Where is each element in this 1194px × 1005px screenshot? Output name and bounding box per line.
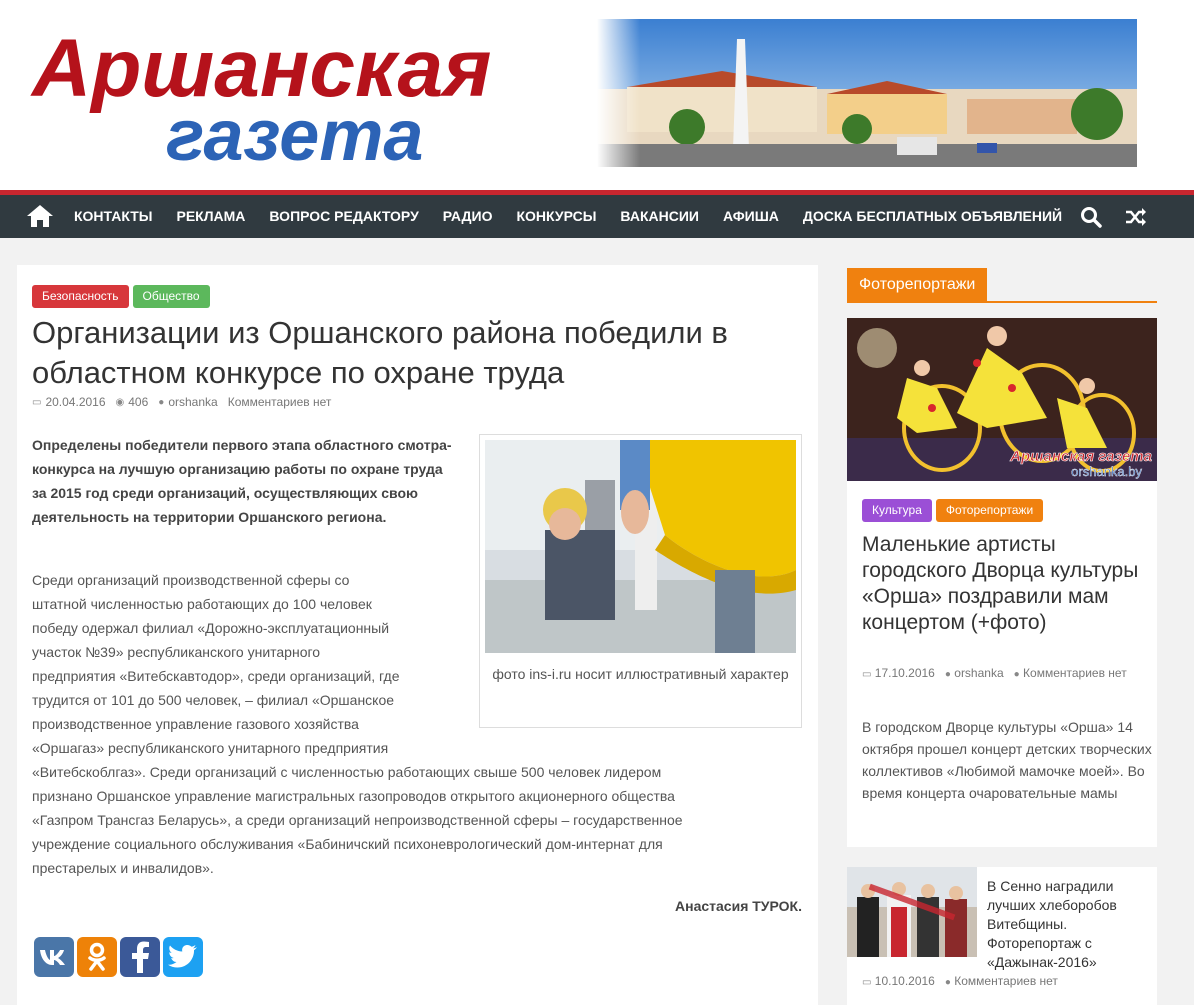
header-banner-photo <box>597 19 1137 167</box>
featured-date[interactable]: 17.10.2016 <box>874 666 935 680</box>
article-lead: Определены победители первого этапа областного смотра-конкурса на лучшую организацию работы по охране труда за 2015 год среди организаций, осуществляющих свою деятельность на территории Оршанского региона. <box>32 437 452 525</box>
sidebar-heading[interactable]: Фоторепортажи <box>847 268 987 301</box>
twitter-icon <box>168 944 198 970</box>
list-item-title[interactable]: В Сенно наградили лучших хлеборобов Витебщины. Фоторепортаж с «Дажынак-2016» <box>987 878 1117 970</box>
vk-icon <box>39 947 69 967</box>
sidebar-widget-header <box>847 268 1157 303</box>
body-line: предприятия «Витебскавтодор», среди организаций, где <box>32 668 400 684</box>
article-views <box>116 395 149 409</box>
article-views-count: 406 <box>128 395 149 409</box>
body-line: учреждение социального обслуживания «Бабиничский психоневрологический дом-интернат для <box>32 836 663 852</box>
article-date[interactable] <box>32 395 106 409</box>
article-body <box>32 568 802 880</box>
body-line: Среди организаций производственной сферы со <box>32 572 350 588</box>
site-header <box>0 0 1194 190</box>
nav-item-contests[interactable]: КОНКУРСЫ <box>516 208 597 224</box>
nav-menu <box>62 195 1074 238</box>
body-line: престарелых и инвалидов». <box>32 860 214 876</box>
body-line: «Витебскоблгаз». Среди организаций с численностью работающих свыше 500 человек лидером <box>32 764 662 780</box>
shuffle-icon[interactable] <box>1124 206 1146 228</box>
body-line: производственное управление газового хозяйства <box>32 716 359 732</box>
article-title: Организации из Оршанского района победили в областном конкурсе по охране труда <box>32 315 728 390</box>
featured-meta <box>862 662 1152 686</box>
list-item-meta <box>862 974 1058 988</box>
body-line: трудится от 101 до 500 человек, – филиал «Оршанское <box>32 692 395 708</box>
logo-text-line2: газета <box>166 96 424 174</box>
figure-caption: фото ins-i.ru носит иллюстративный характер <box>492 666 789 682</box>
body-line: участок №39» республиканского унитарного <box>32 644 321 660</box>
eye-icon: ◉ <box>115 396 125 408</box>
article-author[interactable] <box>158 395 217 409</box>
article-comments-link[interactable]: Комментариев нет <box>227 395 332 409</box>
list-item-photo[interactable] <box>847 867 977 957</box>
vk-share-button[interactable] <box>34 937 74 977</box>
article-author-name: orshanka <box>168 395 218 409</box>
nav-item-advertising[interactable]: РЕКЛАМА <box>176 208 246 224</box>
main-navigation <box>0 195 1194 238</box>
body-line: признано Оршанское управление магистральных газопроводов открытого акционерного общества <box>32 788 675 804</box>
search-icon[interactable] <box>1080 206 1102 228</box>
body-line: «Газпром Трансгаз Беларусь», а среди организаций непроизводственной сферы – государственное <box>32 812 683 828</box>
calendar-icon: ▭ <box>862 669 872 680</box>
photo-watermark-url: orshanka.by <box>1071 464 1142 479</box>
article-date-text: 20.04.2016 <box>45 395 106 409</box>
tag-security[interactable]: Безопасность <box>32 285 129 308</box>
article-tags <box>32 285 210 308</box>
share-buttons <box>34 937 203 977</box>
nav-item-free-ads[interactable]: ДОСКА БЕСПЛАТНЫХ ОБЪЯВЛЕНИЙ <box>802 208 1063 224</box>
logo-text-line1: Аршанская <box>32 23 492 114</box>
featured-comments[interactable]: Комментариев нет <box>1023 666 1127 680</box>
photo-watermark-title: Аршанская газета <box>1010 448 1152 465</box>
calendar-icon: ▭ <box>32 396 42 408</box>
featured-author[interactable]: orshanka <box>954 666 1004 680</box>
featured-tags <box>862 499 1043 522</box>
nav-item-afisha[interactable]: АФИША <box>722 208 779 224</box>
list-item-date[interactable]: 10.10.2016 <box>874 974 935 988</box>
tag-society[interactable]: Общество <box>133 285 210 308</box>
comment-icon: ● <box>1013 669 1020 680</box>
odnoklassniki-share-button[interactable] <box>77 937 117 977</box>
tag-photoreports[interactable]: Фоторепортажи <box>936 499 1043 522</box>
nav-item-radio[interactable]: РАДИО <box>442 208 493 224</box>
featured-excerpt: В городском Дворце культуры «Орша» 14 октября прошел концерт детских творческих коллективов «Любимой мамочке моей». Во время концерта очаровательные мамы <box>862 719 1152 801</box>
body-line: штатной численностью работающих до 100 человек <box>32 596 372 612</box>
body-line: «Оршагаз» республиканского унитарного предприятия <box>32 740 389 756</box>
calendar-icon: ▭ <box>862 977 872 988</box>
list-item-comments[interactable]: Комментариев нет <box>954 974 1058 988</box>
user-icon: ● <box>158 396 165 408</box>
user-icon: ● <box>944 669 951 680</box>
article-meta <box>32 395 331 409</box>
nav-item-ask-editor[interactable]: ВОПРОС РЕДАКТОРУ <box>269 208 419 224</box>
featured-photo[interactable] <box>847 318 1157 481</box>
odnoklassniki-icon <box>86 942 108 972</box>
comment-icon: ● <box>944 977 951 988</box>
featured-title[interactable]: Маленькие артисты городского Дворца культуры «Орша» поздравили мам концертом (+фото) <box>862 533 1139 634</box>
nav-item-vacancies[interactable]: ВАКАНСИИ <box>620 208 699 224</box>
facebook-icon <box>130 941 150 973</box>
article-signature: Анастасия ТУРОК. <box>675 898 802 914</box>
twitter-share-button[interactable] <box>163 937 203 977</box>
sidebar-list-item <box>847 867 1157 1005</box>
body-line: победу одержал филиал «Дорожно-эксплуатационный <box>32 620 390 636</box>
sidebar-featured-card <box>847 318 1157 847</box>
home-icon[interactable] <box>26 204 54 228</box>
nav-item-contacts[interactable]: КОНТАКТЫ <box>74 208 153 224</box>
site-logo[interactable] <box>26 14 606 174</box>
tag-culture[interactable]: Культура <box>862 499 932 522</box>
facebook-share-button[interactable] <box>120 937 160 977</box>
article-container <box>17 265 818 1005</box>
